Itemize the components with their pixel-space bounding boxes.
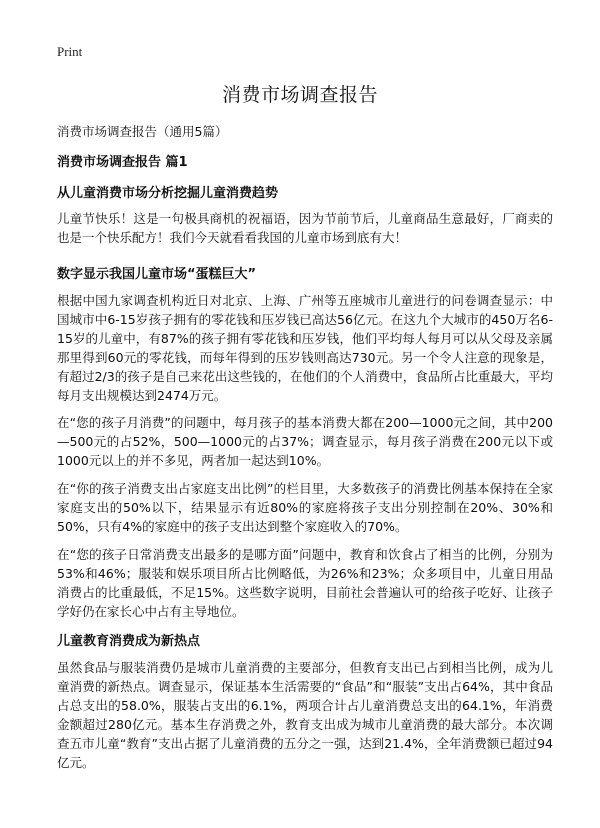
heading-market-analysis: 从儿童消费市场分析挖掘儿童消费趋势 [57,186,279,201]
document-title: 消费市场调查报告 [221,84,378,106]
paragraph-intro: 儿童节快乐！这是一句极具商机的祝福语，因为节前节后，儿童商品生意最好，厂商卖的也是一个快乐配方！我们今天就看看我国的儿童市场到底有大！ [57,211,553,245]
print-link[interactable]: Print [57,44,83,59]
paragraph-monthly-spending: 在“您的孩子月消费”的问题中，每月孩子的基本消费大都在200—1000元之间，其中200—500元的占52%，500—1000元的占37%；调查显示，每月孩子消费在200元以下或1000元以上的并不多见，两者加一起达到10%。 [57,415,553,468]
paragraph-survey-results: 根据中国九家调查机构近日对北京、上海、广州等五座城市儿童进行的问卷调查显示：中国城市中6-15岁孩子拥有的零花钱和压岁钱已高达56亿元。在这九个大城市的450万名6-15岁的儿童中，有87%的孩子拥有零花钱和压岁钱，他们平均每人每月可以从父母及亲属那里得到60元的零花钱，而每年得到的压岁钱则高达730元。另一个令人注意的现象是，有超过2/3的孩子是自己来花出这些钱的，在他们的个人消费中，食品所占比重最大，平均每月支出规模达到2474万元。 [57,293,553,403]
heading-market-size: 数字显示我国儿童市场“蛋糕巨大” [57,267,257,282]
document-subtitle: 消费市场调查报告（通用5篇） [57,124,228,139]
heading-education-spending: 儿童教育消费成为新热点 [57,634,201,649]
paragraph-household-share: 在“你的孩子消费支出占家庭支出比例”的栏目里，大多数孩子的消费比例基本保持在全家家庭支出的50%以下，结果显示有近80%的家庭将孩子支出分别控制在20%、30%和50%，只有4%的家庭中的孩子支出达到整个家庭收入的70%。 [57,481,553,534]
section-title: 消费市场调查报告 篇1 [57,155,188,170]
paragraph-daily-spending: 在“您的孩子日常消费支出最多的是哪方面”问题中，教育和饮食占了相当的比例，分别为53%和46%；服装和娱乐项目所占比例略低，为26%和23%；众多项目中，儿童日用品消费占的比重最低，不足15%。这些数字说明，目前社会普遍认可的给孩子吃好、让孩子学好仍在家长心中占有主导地位。 [57,547,553,619]
paragraph-education-hotspot: 虽然食品与服装消费仍是城市儿童消费的主要部分，但教育支出已占到相当比例，成为儿童消费的新热点。调查显示，保证基本生活需要的“食品”和“服装”支出占64%，其中食品占总支出的58.0%，服装占支出的6.1%，两项合计占儿童消费总支出的64.1%，年消费金额超过280亿元。基本生存消费之外，教育支出成为城市儿童消费的最大部分。本次调查五市儿童“教育”支出占据了儿童消费的五分之一强，达到21.4%，全年消费额已超过94亿元。 [57,660,553,770]
